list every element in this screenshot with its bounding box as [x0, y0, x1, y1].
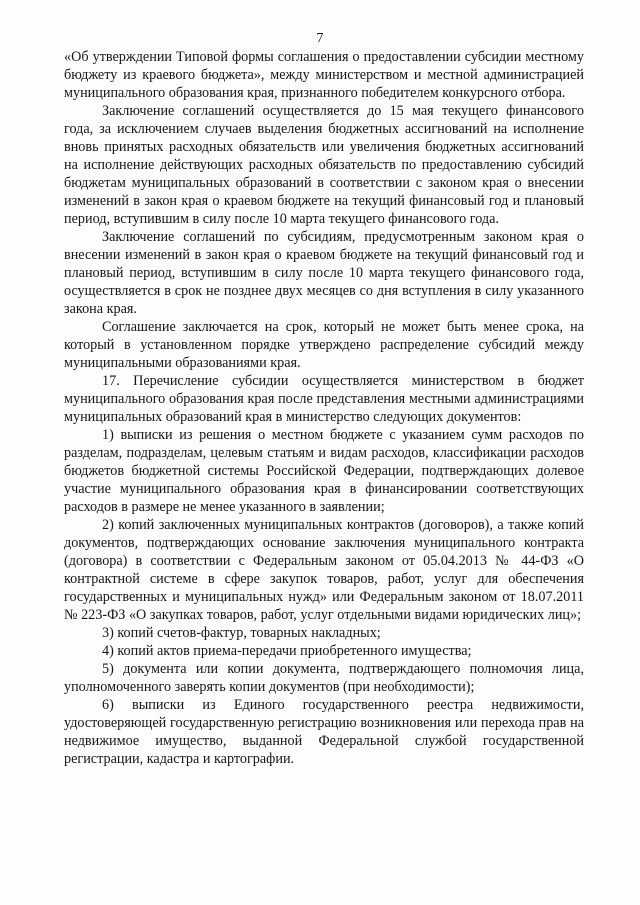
paragraph-agreement-term: Соглашение заключается на срок, который не может быть менее срока, на который в установленном порядке утверждено распределение субсидий между муниципальными образованиями края. [64, 319, 584, 371]
paragraph-agreement-deadline: Заключение соглашений осуществляется до 15 мая текущего финансового года, за исключением случаев выделения бюджетных ассигнований на исполнение вновь принятых расходных обязательств или увеличения бюджетных ассигнований на исполнение действующих расходных обязательств по предоставлению субсидий бюджетам муниципальных образований в соответствии с законом края о внесении изменений в закон края о краевом бюджете на текущий финансовый год и плановый период, вступившим в силу после 10 марта текущего финансового года. [64, 103, 584, 227]
list-item-5-authority-document: 5) документа или копии документа, подтверждающего полномочия лица, уполномоченного заверять копии документов (при необходимости); [64, 661, 584, 695]
paragraph-17-transfer-documents: 17. Перечисление субсидии осуществляется министерством в бюджет муниципального образования края после представления местными администрациями муниципальных образований края в министерство следующих документов: [64, 373, 584, 425]
list-item-3-invoice-copies: 3) копий счетов-фактур, товарных накладных; [102, 625, 381, 641]
paragraph-amended-law-agreements: Заключение соглашений по субсидиям, предусмотренным законом края о внесении изменений в закон края о краевом бюджете на текущий финансовый год и плановый период, вступившим в силу после 10 марта текущего финансового года, осуществляется в срок не позднее двух месяцев со дня вступления в силу указанного закона края. [64, 229, 584, 317]
list-item-2-contract-copies: 2) копий заключенных муниципальных контрактов (договоров), а также копий документов, подтверждающих основание заключения муниципального контракта (договора) в соответствии с Федеральным законом от 05.04.2013 № 44-ФЗ «О контрактной системе в сфере закупок товаров, работ, услуг для обеспечения государственных и муниципальных нужд» или Федеральным законом от 18.07.2011 № 223-ФЗ «О закупках товаров, работ, услуг отдельными видами юридических лиц»; [64, 517, 584, 623]
paragraph-approval-form: «Об утверждении Типовой формы соглашения о предоставлении субсидии местному бюджету из краевого бюджета», между министерством и местной администрацией муниципального образования края, признанного победителем конкурсного отбора. [64, 49, 584, 101]
list-item-4-acceptance-acts: 4) копий актов приема-передачи приобретенного имущества; [102, 643, 472, 659]
document-body [64, 48, 584, 768]
page-number: 7 [316, 31, 324, 46]
list-item-6-registry-extract: 6) выписки из Единого государственного реестра недвижимости, удостоверяющей государственную регистрацию возникновения или перехода прав на недвижимое имущество, выданной Федеральной службой государственной регистрации, кадастра и картографии. [64, 697, 584, 767]
list-item-1-budget-extract: 1) выписки из решения о местном бюджете с указанием сумм расходов по разделам, подразделам, целевым статьям и видам расходов, классификации расходов бюджетов бюджетной системы Российской Федерации, подтверждающих долевое участие муниципального образования края в финансировании соответствующих расходов в размере не менее указанного в заявлении; [64, 427, 584, 515]
